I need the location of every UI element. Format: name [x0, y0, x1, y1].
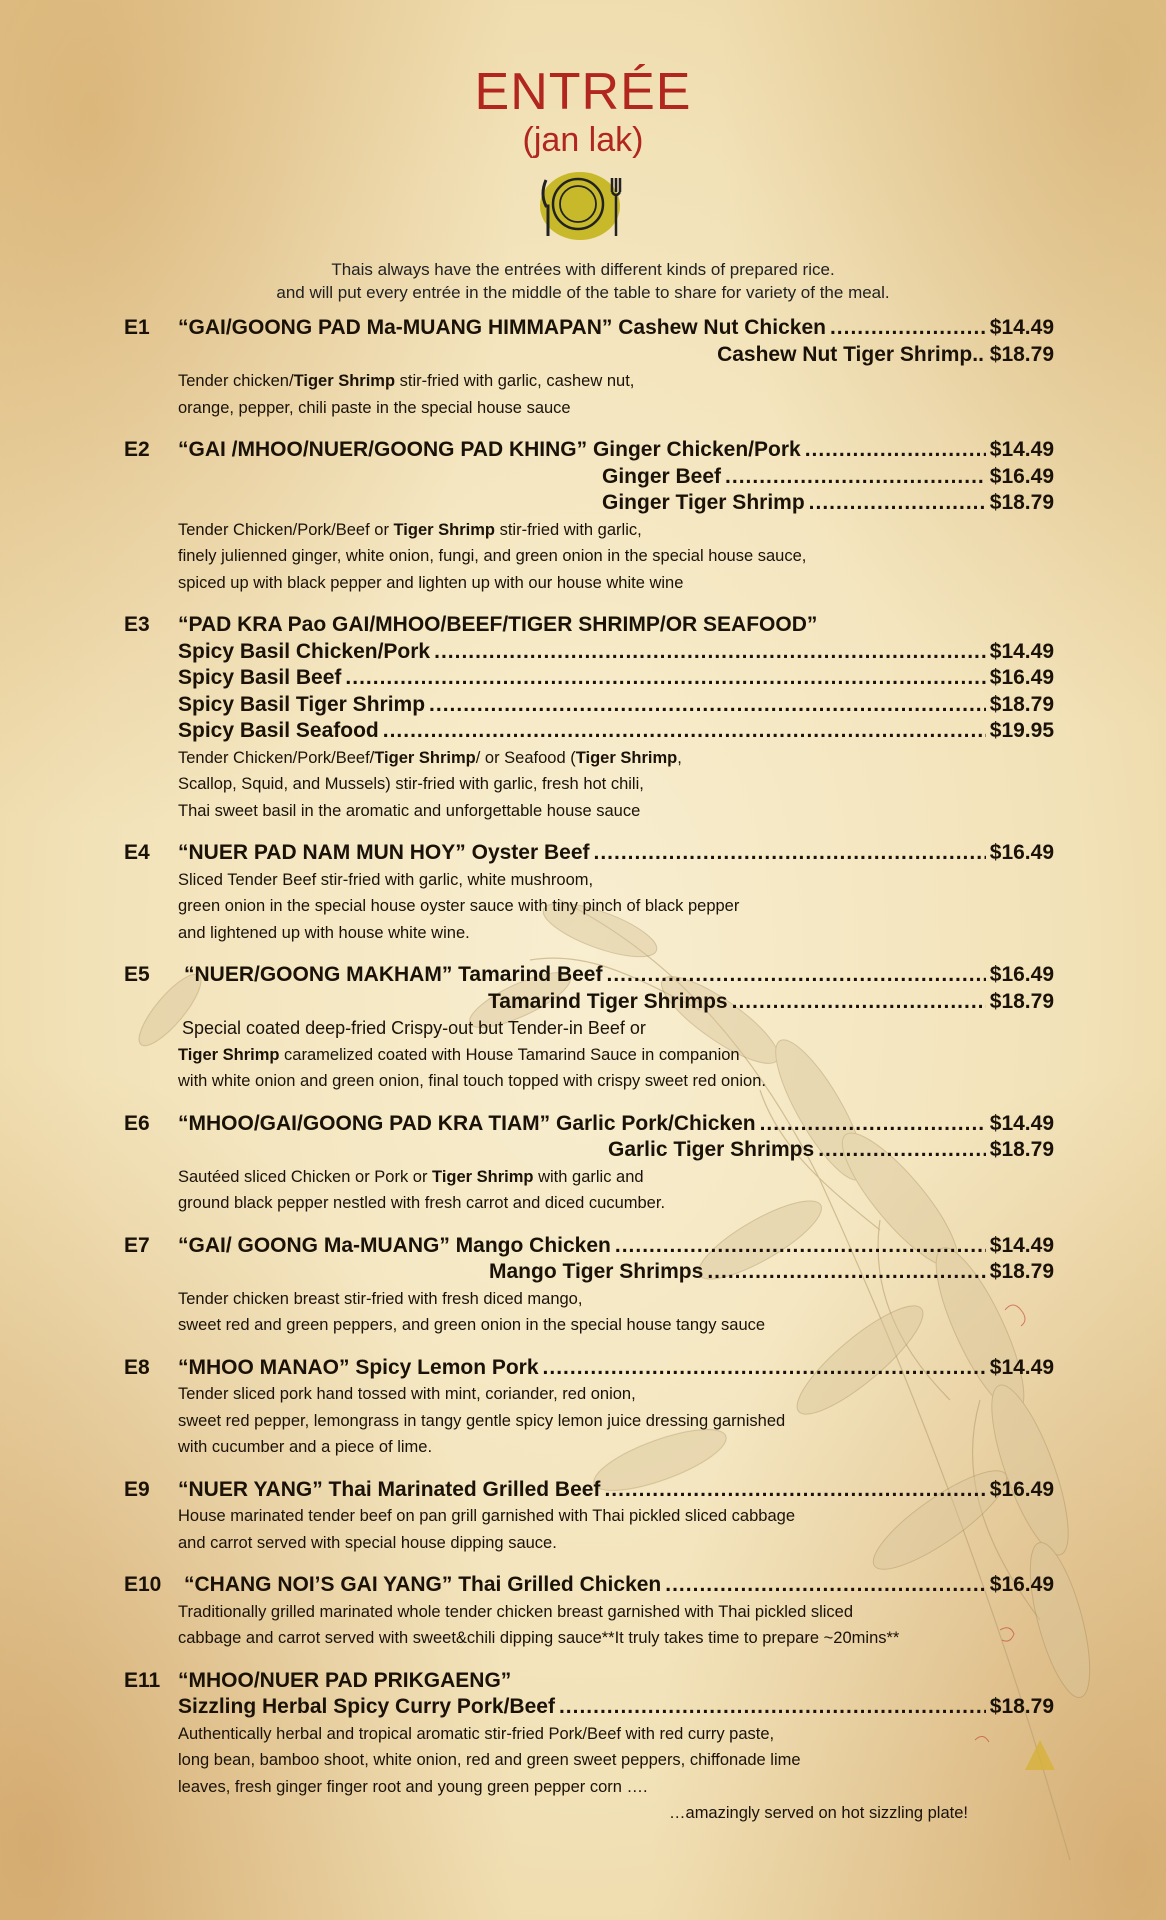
- dish-name: Tamarind Tiger Shrimps: [488, 989, 728, 1013]
- menu-item-e4: [124, 840, 1054, 946]
- item-title: “NUER/GOONG MAKHAM” Tamarind Beef: [184, 963, 603, 986]
- dish-name: Ginger Beef: [602, 464, 722, 488]
- price: $18.79: [989, 342, 1054, 366]
- price: $18.79: [989, 1695, 1054, 1718]
- item-description: Authentically herbal and tropical aromatic stir-fried Pork/Beef with red curry paste, long bean, bamboo shoot, white onion, red and green sweet peppers, chiffonade lime leaves, fresh ginger finger root and young green pepper corn ….: [178, 1724, 801, 1796]
- item-code: E2: [124, 438, 150, 461]
- menu-item-e3: [124, 612, 1054, 824]
- item-code: E5: [124, 963, 150, 986]
- item-description: Tender chicken breast stir-fried with fresh diced mango, sweet red and green peppers, and green onion in the special house tangy sauce: [178, 1289, 766, 1334]
- item-code: E7: [124, 1233, 150, 1257]
- item-code: E3: [124, 613, 150, 636]
- dish-name: Ginger Tiger Shrimp: [602, 491, 805, 514]
- item-description: Tender Chicken/Pork/Beef or Tiger Shrimp stir-fried with garlic, finely julienned ginger, white onion, fungi, and green onion in the special house sauce, spiced up with black pepper and lighten up with our house white wine: [178, 520, 807, 592]
- item-description: Tender Chicken/Pork/Beef/Tiger Shrimp/ or Seafood (Tiger Shrimp, Scallop, Squid, and Mussels) stir-fried with garlic, fresh hot chili, Thai sweet basil in the aromatic and unforgettable house sauce: [178, 748, 682, 820]
- menu-item-e5: [124, 962, 1054, 1095]
- item-description: Traditionally grilled marinated whole tender chicken breast garnished with Thai pickled sliced cabbage and carrot served with sweet&chili dipping sauce**It truly takes time to prepare ~20mins**: [178, 1602, 900, 1647]
- plate-fork-knife-icon: [528, 166, 638, 246]
- item-title: “MHOO MANAO” Spicy Lemon Pork: [178, 1355, 539, 1379]
- price: $14.49: [989, 639, 1054, 663]
- price: $18.79: [989, 491, 1054, 514]
- item-description: Tender chicken/Tiger Shrimp stir-fried with garlic, cashew nut, orange, pepper, chili paste in the special house sauce: [178, 372, 635, 417]
- price: $18.79: [989, 989, 1054, 1013]
- menu-item-e9: [124, 1477, 1054, 1557]
- menu-header: [0, 62, 1166, 304]
- dish-name: Ginger Chicken/Pork: [592, 438, 801, 461]
- menu-item-e8: [124, 1355, 1054, 1461]
- entree-list: [124, 315, 1054, 1842]
- item-description: Special coated deep-fried Crispy-out but Tender-in Beef or Tiger Shrimp caramelized coated with House Tamarind Sauce in companion with white onion and green onion, final touch topped with crispy sweet red onion.: [178, 1018, 766, 1090]
- menu-item-e1: E1 “GAI/GOONG PAD Ma-MUANG HIMMAPAN” Cashew Nut Chicken ..... $14.49 Cashew Nut Tiger Shrimp .. $18.79 Tender chicken/Tiger Shrimp stir-fried with garlic, cashew nut, orange, pepper, chili paste in the special house sauce: [124, 315, 1054, 421]
- item-title: “GAI /MHOO/NUER/GOONG PAD KHING”: [178, 438, 588, 461]
- dish-name: Cashew Nut Chicken: [618, 316, 826, 339]
- dish-name: Spicy Basil Beef: [178, 666, 342, 689]
- intro-line-2: and will put every entrée in the middle of the table to share for variety of the meal.: [276, 283, 890, 302]
- dish-name: Sizzling Herbal Spicy Curry Pork/Beef: [178, 1695, 555, 1718]
- dish-name: Cashew Nut Tiger Shrimp: [717, 342, 973, 366]
- menu-item-e10: [124, 1572, 1054, 1652]
- price: $16.49: [989, 841, 1054, 864]
- item-title: “GAI/GOONG PAD Ma-MUANG HIMMAPAN”: [178, 316, 613, 339]
- item-code: E8: [124, 1355, 150, 1379]
- price: $16.49: [989, 1573, 1054, 1596]
- menu-item-e6: [124, 1111, 1054, 1217]
- serving-note: …amazingly served on hot sizzling plate!: [669, 1804, 968, 1822]
- page-title: ENTRÉE: [474, 63, 692, 121]
- page-subtitle: (jan lak): [522, 121, 644, 159]
- item-title: “CHANG NOI’S GAI YANG” Thai Grilled Chicken: [184, 1573, 662, 1596]
- item-title: “MHOO/NUER PAD PRIKGAENG”: [178, 1668, 512, 1692]
- price: $19.95: [989, 719, 1054, 742]
- price: $16.49: [989, 1477, 1054, 1501]
- price: $16.49: [989, 963, 1054, 986]
- item-description: Sautéed sliced Chicken or Pork or Tiger Shrimp with garlic and ground black pepper nestled with fresh carrot and diced cucumber.: [178, 1167, 666, 1212]
- menu-item-e2: [124, 437, 1054, 596]
- item-code: E4: [124, 841, 150, 864]
- price: $14.49: [989, 438, 1054, 461]
- dish-name: Mango Tiger Shrimps: [489, 1260, 704, 1283]
- price: $14.49: [989, 1111, 1054, 1135]
- dish-name: Garlic Tiger Shrimps: [608, 1138, 815, 1161]
- item-title: “PAD KRA Pao GAI/MHOO/BEEF/TIGER SHRIMP/OR SEAFOOD”: [178, 613, 818, 636]
- dish-name: Spicy Basil Chicken/Pork: [178, 639, 431, 663]
- item-description: Sliced Tender Beef stir-fried with garlic, white mushroom, green onion in the special house oyster sauce with tiny pinch of black pepper and lightened up with house white wine.: [178, 870, 740, 942]
- item-code: E10: [124, 1573, 162, 1596]
- item-code: E9: [124, 1477, 150, 1501]
- item-code: E11: [124, 1668, 161, 1692]
- menu-item-e11: [124, 1668, 1054, 1827]
- item-title: “NUER YANG” Thai Marinated Grilled Beef: [178, 1477, 601, 1501]
- item-description: Tender sliced pork hand tossed with mint, coriander, red onion, sweet red pepper, lemongrass in tangy gentle spicy lemon juice dressing garnished with cucumber and a piece of lime.: [178, 1385, 786, 1456]
- item-code: E6: [124, 1111, 150, 1135]
- dish-name: Spicy Basil Tiger Shrimp: [178, 692, 426, 716]
- price: $14.49: [989, 1233, 1054, 1257]
- item-code: E1: [124, 316, 150, 339]
- price: $18.79: [989, 692, 1054, 716]
- price: $16.49: [989, 666, 1054, 689]
- price: $18.79: [989, 1260, 1054, 1283]
- item-title: “GAI/ GOONG Ma-MUANG” Mango Chicken: [178, 1233, 611, 1257]
- price: $14.49: [989, 1355, 1054, 1379]
- price: $14.49: [989, 316, 1054, 339]
- item-title: “MHOO/GAI/GOONG PAD KRA TIAM” Garlic Pork/Chicken: [178, 1111, 756, 1135]
- menu-item-e7: [124, 1233, 1054, 1339]
- price: $18.79: [989, 1138, 1054, 1161]
- item-title: “NUER PAD NAM MUN HOY” Oyster Beef: [178, 841, 590, 864]
- item-description: House marinated tender beef on pan grill garnished with Thai pickled sliced cabbage and carrot served with special house dipping sauce.: [178, 1507, 795, 1552]
- intro-line-1: Thais always have the entrées with different kinds of prepared rice.: [331, 260, 835, 279]
- dish-name: Spicy Basil Seafood: [178, 719, 379, 742]
- price: $16.49: [989, 464, 1054, 488]
